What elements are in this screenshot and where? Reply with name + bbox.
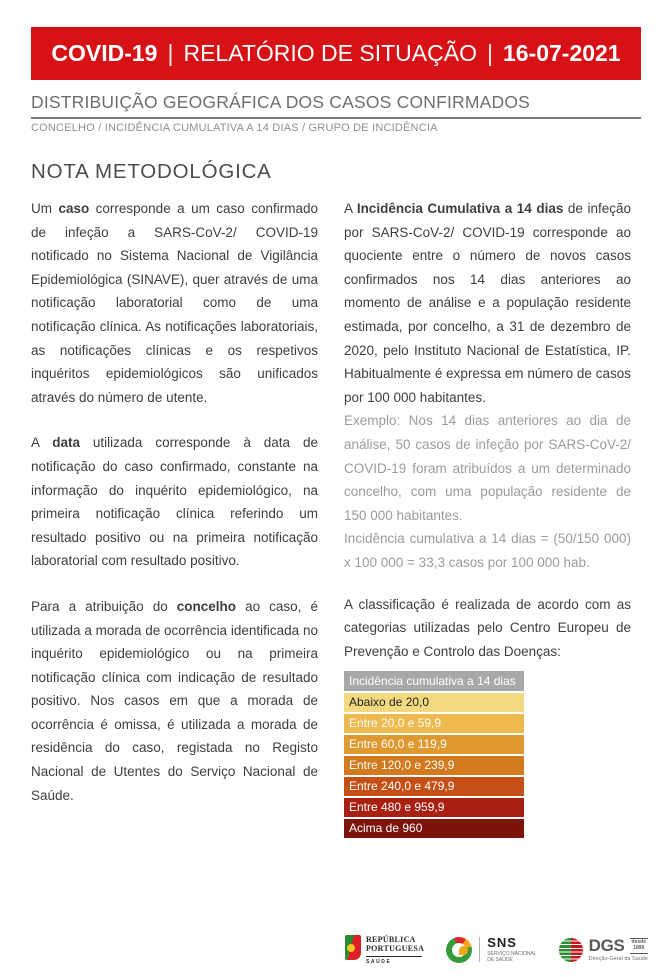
paragraph-caso xyxy=(31,197,318,409)
dgs-subtitle: Direção-Geral da Saúde xyxy=(588,956,648,963)
paragraph-concelho xyxy=(31,595,318,807)
page-title: DISTRIBUIÇÃO GEOGRÁFICA DOS CASOS CONFIRMADOS xyxy=(31,92,641,119)
right-column xyxy=(344,197,631,838)
section-heading-nota-metodologica: NOTA METODOLÓGICA xyxy=(31,160,272,183)
paragraph-data xyxy=(31,431,318,573)
text-run-bold: data xyxy=(52,435,80,451)
incidence-legend xyxy=(344,671,524,838)
text-run: desde xyxy=(631,939,646,946)
dgs-acronym: DGS xyxy=(588,936,625,956)
text-run: REPÚBLICA xyxy=(365,934,416,944)
report-banner xyxy=(31,27,641,80)
report-page xyxy=(0,27,672,977)
legend-header: Incidência cumulativa a 14 dias xyxy=(344,671,524,691)
text-run-bold: concelho xyxy=(176,598,237,614)
text-run: utilizada corresponde à data de notificação do caso confirmado, constante na informação do inquérito epidemiológico, na primeira notificação clínica referindo um resultado positivo ou na primeira notificação laboratorial com resultado positivo. xyxy=(31,435,318,569)
legend-row: Acima de 960 xyxy=(344,819,524,838)
text-run: 1899 xyxy=(633,944,645,951)
left-column xyxy=(31,197,318,838)
portugal-flag-icon xyxy=(345,935,361,960)
republica-portuguesa-name xyxy=(366,935,424,954)
divider xyxy=(366,956,422,957)
banner-separator: | xyxy=(167,40,174,66)
text-run-bold: caso xyxy=(58,201,90,216)
paragraph-exemplo: Exemplo: Nos 14 dias anteriores ao dia de análise, 50 casos de infeção por SARS-CoV-2/ COVID-19 foram atribuídos a um determinado concelho, com uma população residente de 150 000 habitantes. xyxy=(344,413,631,523)
text-run-bold: Incidência Cumulativa a 14 dias xyxy=(356,201,564,216)
legend-row: Abaixo de 20,0 xyxy=(344,693,524,712)
legend-row: Entre 240,0 e 479,9 xyxy=(344,777,524,796)
text-run: PORTUGUESA xyxy=(365,944,425,954)
text-run: Para a atribuição do xyxy=(31,598,177,614)
legend-row: Entre 120,0 e 239,9 xyxy=(344,756,524,775)
legend-row: Entre 20,0 e 59,9 xyxy=(344,714,524,733)
banner-date: 16-07-2021 xyxy=(502,40,621,66)
text-run: Um xyxy=(31,201,59,216)
legend-row: Entre 60,0 e 119,9 xyxy=(344,735,524,754)
page-subtitle: CONCELHO / INCIDÊNCIA CUMULATIVA A 14 DIAS / GRUPO DE INCIDÊNCIA xyxy=(31,122,438,134)
text-run: ao caso, é utilizada a morada de ocorrência identificada no inquérito epidemiológico ou na primeira notificação clínica com indicação de resultado positivo. Nos casos em que a morada de ocorrência é omissa, é utilizada a morada de residência do caso, registada no Registo Nacional de Utentes do Serviço Nacional de Saúde. xyxy=(31,598,318,803)
sns-subtitle xyxy=(487,951,536,965)
text-run: de infeção por SARS-CoV-2/ COVID-19 corresponde ao quociente entre o número de novos casos confirmados nos 14 dias anteriores ao momento de análise e a população residente estimada, por concelho, a 31 de dezembro de 2020, pelo Instituto Nacional de Estatística, IP. Habitualmente é expressa em número de casos por 100 000 habitantes. xyxy=(344,201,631,405)
banner-separator: | xyxy=(486,40,493,66)
banner-report-title: RELATÓRIO DE SITUAÇÃO xyxy=(183,40,477,66)
sns-acronym: SNS xyxy=(487,934,517,950)
two-column-body xyxy=(31,197,641,838)
paragraph-classificacao: A classificação é realizada de acordo com as categorias utilizadas pelo Centro Europeu de Prevenção e Controlo das Doenças: xyxy=(344,596,631,659)
republica-saude-label: SAÚDE xyxy=(365,959,392,965)
text-run: DE SAÚDE xyxy=(487,957,513,964)
dgs-since-1899 xyxy=(630,938,648,954)
banner-product-label: COVID-19 xyxy=(51,40,158,66)
text-run: corresponde a um caso confirmado de infeção a SARS-CoV-2/ COVID-19 notificado no Sistema Nacional de Vigilância Epidemiológica (SINAVE), quer através de uma notificação laboratorial como de uma notificação clínica. As notificações laboratoriais, as notificações clínicas e os respetivos inquéritos epidemiológicos são unificados através do número de utente. xyxy=(31,201,318,405)
paragraph-exemplo-formula: Incidência cumulativa a 14 dias = (50/150 000) x 100 000 = 33,3 casos por 100 000 hab. xyxy=(344,531,631,570)
legend-row: Entre 480 e 959,9 xyxy=(344,798,524,817)
text-run: A xyxy=(344,201,357,216)
text-run: A xyxy=(31,435,53,451)
text-run: SERVIÇO NACIONAL xyxy=(487,950,537,957)
paragraph-incidencia xyxy=(344,197,631,409)
